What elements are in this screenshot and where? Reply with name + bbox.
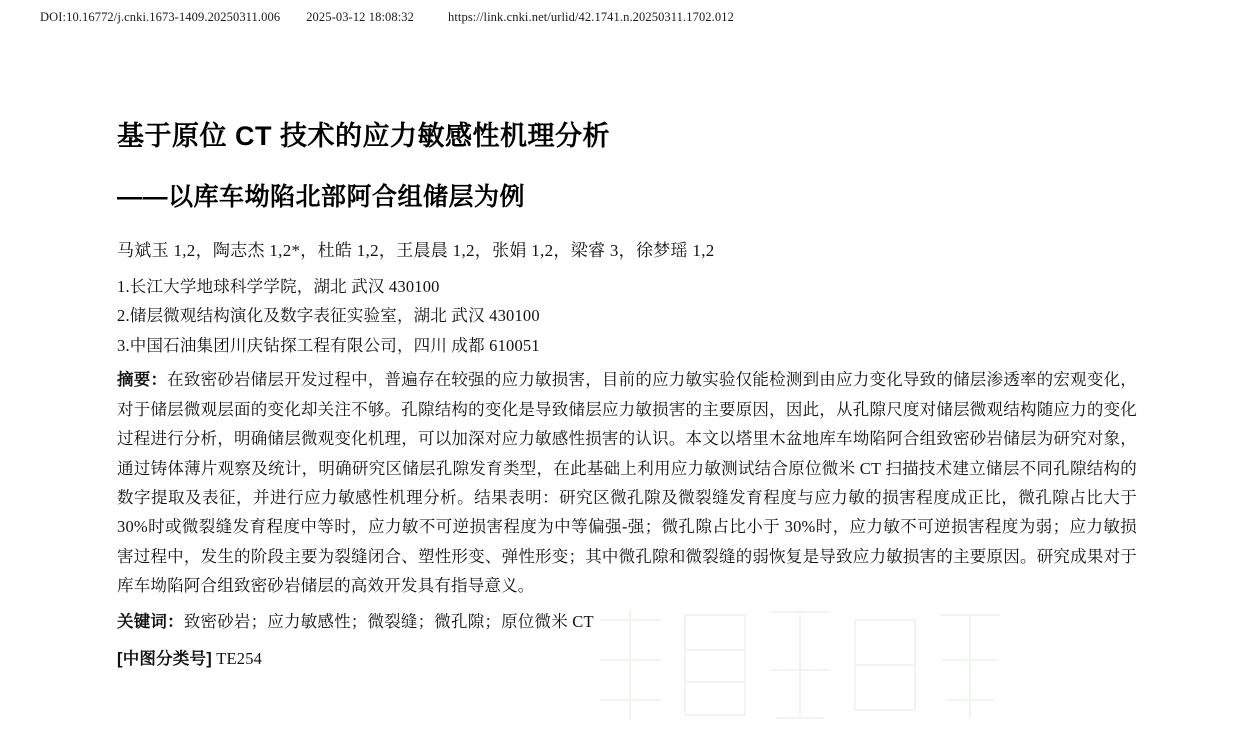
affiliation-2: 2.储层微观结构演化及数字表征实验室，湖北 武汉 430100: [117, 306, 540, 326]
page-subtitle: ——以库车坳陷北部阿合组储层为例: [117, 183, 526, 212]
keywords-label: 关键词：: [117, 613, 184, 632]
article-content: [117, 120, 1137, 674]
affiliation-1: 1.长江大学地球科学学院，湖北 武汉 430100: [117, 276, 440, 296]
keywords-paragraph: [117, 608, 1137, 637]
abstract-paragraph: [117, 365, 1137, 601]
doi-text: DOI:10.16772/j.cnki.1673-1409.20250311.006: [40, 10, 281, 24]
clc-paragraph: [117, 645, 1137, 674]
page-title: 基于原位 CT 技术的应力敏感性机理分析: [117, 121, 610, 151]
abstract-label: 摘要：: [117, 370, 168, 389]
abstract-body: 在致密砂岩储层开发过程中，普遍存在较强的应力敏损害，目前的应力敏实验仅能检测到由应力变化导致的储层渗透率的宏观变化，对于储层微观层面的变化却关注不够。孔隙结构的变化是导致储层应力敏损害的主要原因，因此，从孔隙尺度对储层微观结构随应力的变化过程进行分析，明确储层微观变化机理，可以加深对应力敏感性损害的认识。本文以塔里木盆地库车坳陷阿合组致密砂岩储层为研究对象，通过铸体薄片观察及统计，明确研究区储层孔隙发育类型，在此基础上利用应力敏测试结合原位微米 CT 扫描技术建立储层不同孔隙结构的数字提取及表征，并进行应力敏感性机理分析。结果表明：研究区微孔隙及微裂缝发育程度与应力敏的损害程度成正比，微孔隙占比大于 30%时或微裂缝发育程度中等时，应力敏不可逆损害程度为中等偏强-强；微孔隙占比小于 30%时，应力敏不可逆损害程度为弱；应力敏损害过程中，发生的阶段主要为裂缝闭合、塑性形变、弹性形变；其中微孔隙和微裂缝的弱恢复是导致应力敏损害的主要原因。研究成果对于库车坳陷阿合组致密砂岩储层的高效开发具有指导意义。: [117, 369, 1137, 596]
header-meta-bar: [40, 10, 1198, 25]
affiliation-3: 3.中国石油集团川庆钻探工程有限公司，四川 成都 610051: [117, 336, 540, 356]
publish-datetime: 2025-03-12 18:08:32: [306, 10, 414, 24]
urlid-link[interactable]: https://link.cnki.net/urlid/42.1741.n.20250311.1702.012: [447, 10, 734, 24]
author-list: 马斌玉 1,2，陶志杰 1,2*，杜皓 1,2，王晨晨 1,2，张娟 1,2，梁睿 3，徐梦瑶 1,2: [117, 241, 715, 261]
clc-label: [中图分类号]: [117, 650, 212, 669]
keywords-body: 致密砂岩；应力敏感性；微裂缝；微孔隙；原位微米 CT: [183, 612, 594, 632]
clc-value: TE254: [216, 649, 263, 669]
